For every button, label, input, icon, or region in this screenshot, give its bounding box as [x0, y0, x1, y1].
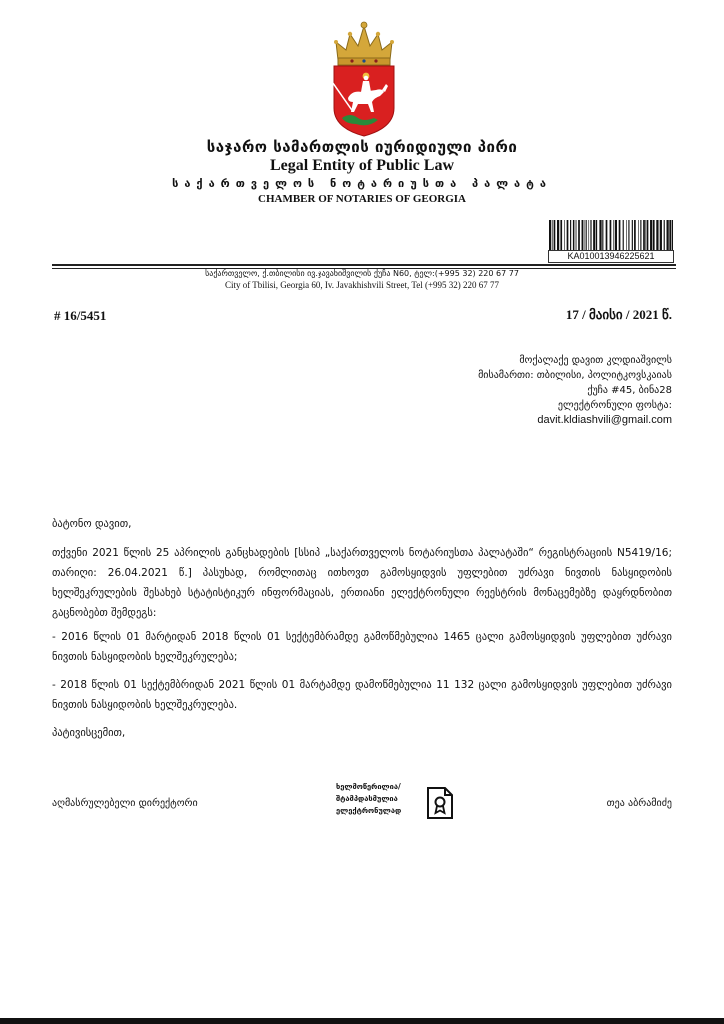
barcode-bar	[570, 220, 571, 250]
barcode-bar	[582, 220, 584, 250]
barcode-bar	[623, 220, 624, 250]
chamber-name-english: CHAMBER OF NOTARIES OF GEORGIA	[258, 193, 466, 205]
recipient-name: მოქალაქე დავით კლდიაშვილს	[519, 355, 672, 366]
barcode-bar	[653, 220, 655, 250]
signatory-name: თეა აბრამიძე	[606, 798, 672, 809]
barcode-bar	[606, 220, 608, 250]
stamp-text	[336, 781, 426, 817]
barcode-bar	[626, 220, 627, 250]
barcode-bar	[564, 220, 565, 250]
barcode-bar	[560, 220, 562, 250]
stamp-line: ხელმოწერილია/	[336, 782, 401, 791]
body-paragraph: თქვენი 2021 წლის 25 აპრილის განცხადების [სსიპ „საქართველოს ნოტარიუსთა პალატაში“ რეგისტრაციის N5419/16; თარიღი: 26.04.2021 წ.] პასუხად, რომლითაც ითხოვთ გამოსყიდვის უფლებით უძრავი ნივთის ნასყიდობის ხელშეკრულების შესახებ სტატისტიკურ ინფორმაციას, ერთიანი ელექტრონული რეესტრის მონაცემებზე დაყრდნობით გაცნობებთ შემდეგს:	[52, 547, 672, 619]
barcode-bar	[552, 220, 553, 250]
barcode-bar	[628, 220, 629, 250]
barcode-bar	[638, 220, 639, 250]
barcode	[548, 220, 674, 250]
electronic-signature-stamp	[336, 781, 460, 825]
crown-icon	[334, 22, 394, 65]
barcode-bar	[567, 220, 569, 250]
closing: პატივისცემით,	[52, 727, 126, 739]
signatory-title: აღმასრულებელი დირექტორი	[52, 798, 198, 809]
barcode-bar	[664, 220, 665, 250]
header-divider-thick	[52, 264, 676, 266]
barcode-bar	[667, 220, 669, 250]
barcode-bar	[645, 220, 646, 250]
signed-document-icon	[426, 786, 454, 820]
barcode-bar	[643, 220, 645, 250]
barcode-bar	[593, 220, 595, 250]
barcode-bar	[588, 220, 589, 250]
barcode-bar	[573, 220, 574, 250]
barcode-bar	[557, 220, 559, 250]
barcode-bar	[575, 220, 576, 250]
barcode-number: KA010013946225621	[548, 250, 674, 263]
barcode-bar	[554, 220, 556, 250]
barcode-bar	[660, 220, 662, 250]
body-list-item: - 2018 წლის 01 სექტემბრიდან 2021 წლის 01 მარტამდე დამოწმებულია 11 132 ცალი გამოსყიდვის უფლებით უძრავი ნივთის ნასყიდობის ხელშეკრულება.	[52, 679, 672, 711]
barcode-bar	[549, 220, 551, 250]
scan-edge-bar	[0, 1018, 724, 1024]
barcode-bar	[610, 220, 612, 250]
greeting: ბატონო დავით,	[52, 518, 132, 530]
barcode-bar	[656, 220, 658, 250]
barcode-bar	[640, 220, 641, 250]
barcode-bar	[591, 220, 592, 250]
georgia-coat-of-arms-emblem	[328, 20, 400, 138]
org-name-english: Legal Entity of Public Law	[269, 157, 454, 174]
stamp-line: შტამპდასმულია	[336, 794, 398, 803]
barcode-bar	[650, 220, 652, 250]
barcode-bar	[578, 220, 580, 250]
barcode-bar	[619, 220, 621, 250]
address-georgian: საქართველო, ქ.თბილისი ივ.ჯავახიშვილის ქუჩა N60, ტელ:(+995 32) 220 67 77	[205, 269, 519, 278]
body-list-item: - 2016 წლის 01 მარტიდან 2018 წლის 01 სექტემბრამდე გამოწმებულია 1465 ცალი გამოსყიდვის უფლებით უძრავი ნივთის ნასყიდობის ხელშეკრულება;	[52, 631, 672, 663]
recipient-email: davit.kldiashvili@gmail.com	[537, 414, 672, 426]
barcode-bar	[647, 220, 649, 250]
recipient-email-label: ელექტრონული ფოსტა:	[557, 400, 672, 411]
barcode-bar	[590, 220, 591, 250]
chamber-name-georgian: საქართველოს ნოტარიუსთა პალატა	[172, 177, 552, 190]
barcode-bar	[672, 220, 673, 250]
barcode-bar	[613, 220, 614, 250]
barcode-bar	[615, 220, 617, 250]
recipient-address-line1: მისამართი: თბილისი, პოლიტკოვსკაიას	[478, 370, 672, 381]
address-english: City of Tbilisi, Georgia 60, Iv. Javakhishvili Street, Tel (+995 32) 220 67 77	[224, 280, 500, 290]
barcode-bar	[599, 220, 601, 250]
barcode-bar	[632, 220, 633, 250]
org-name-georgian: საჯარო სამართლის იურიდიული პირი	[206, 138, 518, 156]
barcode-bar	[586, 220, 587, 250]
document-number: # 16/5451	[54, 308, 107, 323]
document-date: 17 / მაისი / 2021 წ.	[565, 307, 672, 322]
barcode-bar	[669, 220, 671, 250]
barcode-bar	[602, 220, 603, 250]
recipient-address-line2: ქუჩა #45, ბინა28	[587, 385, 672, 396]
barcode-bar	[584, 220, 585, 250]
barcode-bar	[576, 220, 577, 250]
recipient-block	[478, 353, 672, 428]
barcode-bar	[634, 220, 636, 250]
barcode-bar	[596, 220, 597, 250]
stamp-line: ელექტრონულად	[336, 806, 402, 815]
